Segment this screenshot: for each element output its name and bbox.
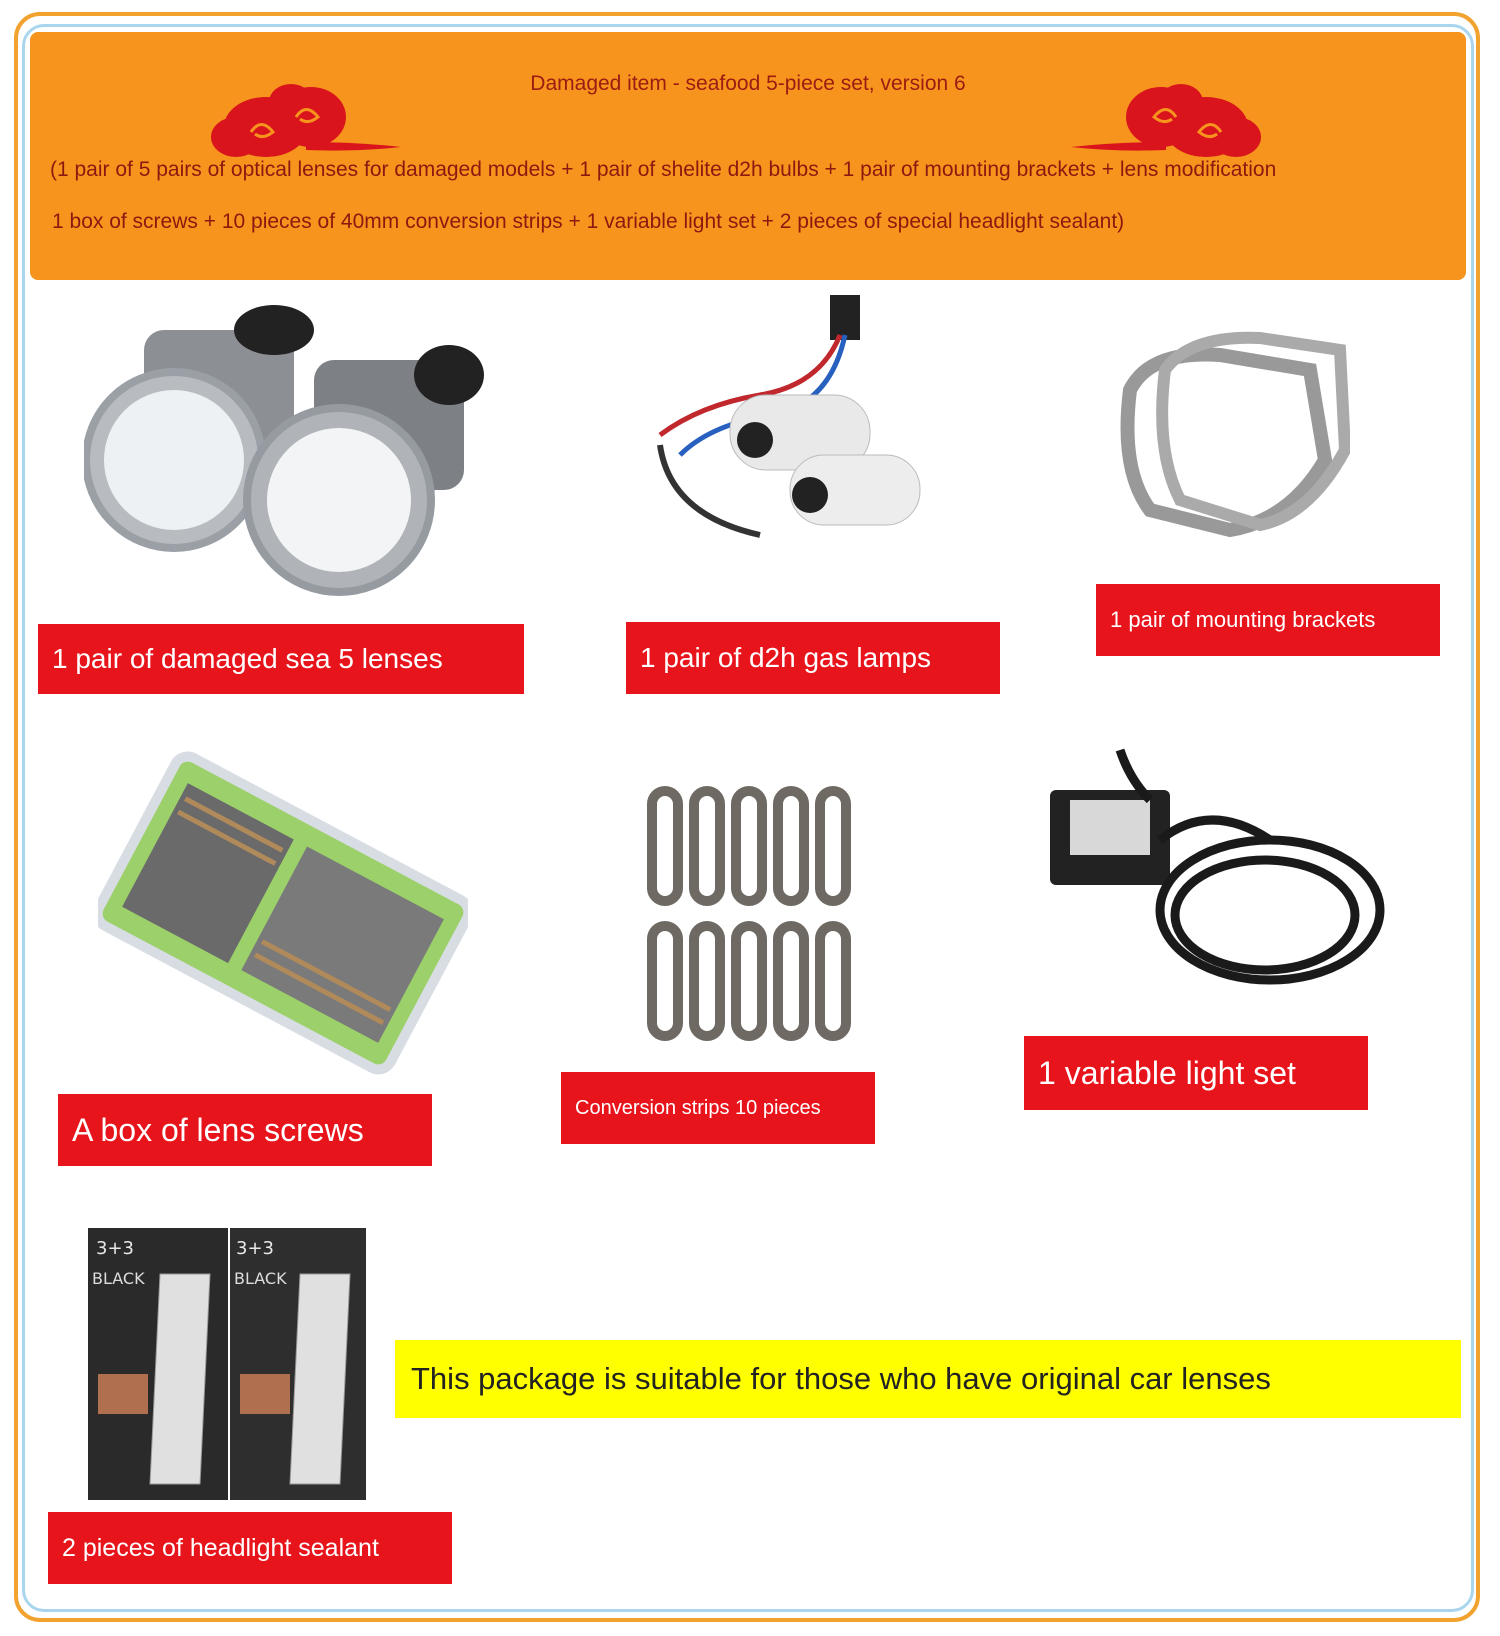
- cloud-ornament-right-icon: [1066, 72, 1276, 172]
- banner-line-1: (1 pair of 5 pairs of optical lenses for damaged models + 1 pair of shelite d2h bulbs + 1 pair of mounting brackets + lens modification: [50, 158, 1277, 181]
- d2h-lamps-image: [640, 295, 970, 565]
- projector-lenses-image: [84, 300, 494, 600]
- label-light-set: 1 variable light set: [1024, 1036, 1368, 1110]
- compatibility-note: This package is suitable for those who have original car lenses: [395, 1340, 1461, 1418]
- sealant-brand-text-1: 3+3: [96, 1238, 134, 1259]
- label-sealant: 2 pieces of headlight sealant: [48, 1512, 452, 1584]
- mounting-brackets-image: [1110, 330, 1350, 560]
- sealant-black-text-1: BLACK: [92, 1269, 145, 1288]
- label-strips: Conversion strips 10 pieces: [561, 1072, 875, 1144]
- variable-light-set-image: [1040, 740, 1390, 1020]
- label-lenses: 1 pair of damaged sea 5 lenses: [38, 624, 524, 694]
- label-lamps: 1 pair of d2h gas lamps: [626, 622, 1000, 694]
- sealant-black-text-2: BLACK: [234, 1269, 287, 1288]
- header-banner: [30, 32, 1466, 280]
- label-screws: A box of lens screws: [58, 1094, 432, 1166]
- banner-title: Damaged item - seafood 5-piece set, version 6: [530, 72, 966, 95]
- label-brackets: 1 pair of mounting brackets: [1096, 584, 1440, 656]
- sealant-brand-text-2: 3+3: [236, 1238, 274, 1259]
- lens-screws-box-image: [98, 748, 468, 1078]
- banner-line-2: 1 box of screws + 10 pieces of 40mm conversion strips + 1 variable light set + 2 pieces of special headlight sealant): [52, 210, 1125, 233]
- conversion-strips-image: [644, 786, 854, 1046]
- headlight-sealant-image: [80, 1224, 370, 1504]
